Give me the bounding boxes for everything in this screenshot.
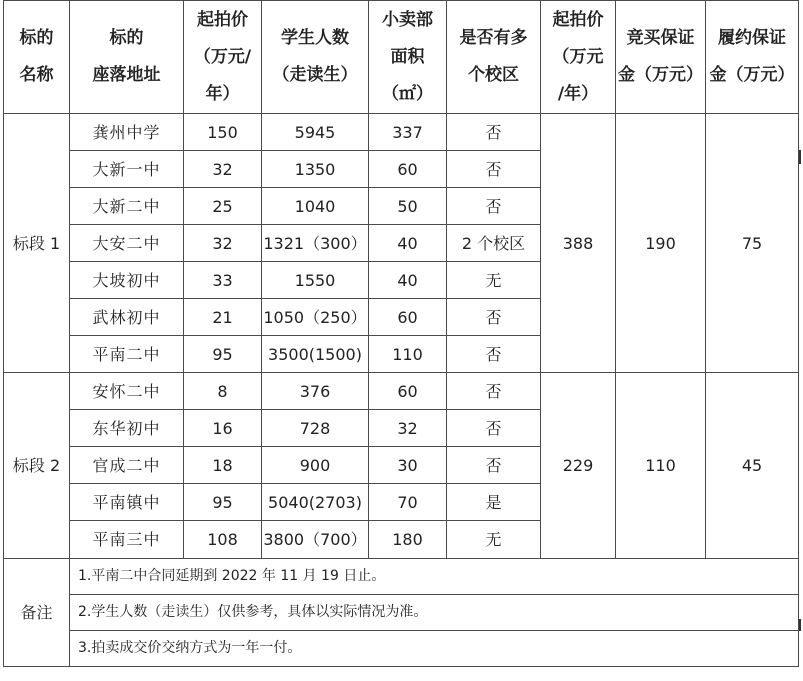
school-name: 大新二中 [70,188,184,225]
school-name: 平南二中 [70,336,184,373]
multi-campus: 否 [447,336,541,373]
school-start-price: 18 [184,447,262,484]
notes-label: 备注 [4,559,70,667]
school-name: 龚州中学 [70,114,184,151]
school-start-price: 32 [184,225,262,262]
table-body [4,114,799,667]
header-line: 起拍价 [197,9,248,30]
note-row [4,559,799,595]
header-line: 起拍价 [552,9,604,30]
shop-area: 337 [369,114,447,151]
header-line: 年） [205,83,240,104]
shop-area: 60 [369,373,447,410]
shop-area: 32 [369,410,447,447]
header-line: 面积 [390,46,425,67]
header-shop-area [369,1,447,114]
multi-campus: 2 个校区 [447,225,541,262]
multi-campus: 否 [447,410,541,447]
header-lot-name [4,1,70,114]
note-item: 2.学生人数（走读生）仅供参考，具体以实际情况为准。 [70,595,799,631]
shop-area: 180 [369,521,447,559]
note-item: 3.拍卖成交价交纳方式为一年一付。 [70,631,799,667]
student-count: 900 [262,447,369,484]
header-address [70,1,184,114]
shop-area: 70 [369,484,447,521]
school-name: 安怀二中 [70,373,184,410]
lot-name: 标段 1 [4,114,70,373]
header-row [4,1,799,114]
header-line: 标的 [19,28,54,48]
student-count: 376 [262,373,369,410]
note-row [4,631,799,667]
lot-name: 标段 2 [4,373,70,559]
header-line: /年） [557,83,599,104]
school-start-price: 32 [184,151,262,188]
multi-campus: 否 [447,188,541,225]
school-name: 平南三中 [70,521,184,559]
multi-campus: 是 [447,484,541,521]
header-line: 学生人数 [281,28,349,48]
lot-start-price: 388 [541,114,616,373]
header-line: （万元 [552,46,604,67]
school-name: 武林初中 [70,299,184,336]
performance-deposit: 75 [706,114,799,373]
header-line: 是否有多 [459,28,528,48]
student-count: 728 [262,410,369,447]
header-line: 标的 [109,28,144,48]
multi-campus: 否 [447,151,541,188]
school-start-price: 108 [184,521,262,559]
shop-area: 60 [369,299,447,336]
header-line: 履约保证 [718,28,786,48]
student-count: 1550 [262,262,369,299]
header-performance-deposit [706,1,799,114]
student-count: 5945 [262,114,369,151]
shop-area: 40 [369,225,447,262]
school-name: 大坡初中 [70,262,184,299]
school-start-price: 150 [184,114,262,151]
bid-lots-table [3,0,799,667]
multi-campus: 无 [447,521,541,559]
student-count: 3800（700） [262,521,369,559]
header-multi-campus [447,1,541,114]
header-lot-start-price [541,1,616,114]
school-name: 大安二中 [70,225,184,262]
header-line: 个校区 [468,65,519,85]
student-count: 1050（250） [262,299,369,336]
edge-mark [799,150,801,164]
school-start-price: 95 [184,484,262,521]
student-count: 3500(1500) [262,336,369,373]
header-line: 竞买保证 [626,28,695,48]
multi-campus: 否 [447,114,541,151]
multi-campus: 否 [447,373,541,410]
performance-deposit: 45 [706,373,799,559]
header-students [262,1,369,114]
header-line: （走读生） [272,65,358,85]
header-line: 名称 [19,65,54,85]
school-name: 大新一中 [70,151,184,188]
school-start-price: 33 [184,262,262,299]
note-item: 1.平南二中合同延期到 2022 年 11 月 19 日止。 [70,559,799,595]
header-school-start-price [184,1,262,114]
school-start-price: 95 [184,336,262,373]
note-row [4,595,799,631]
header-line: 金（万元） [709,65,795,85]
table-row [4,114,799,151]
shop-area: 40 [369,262,447,299]
bid-deposit: 190 [616,114,706,373]
edge-mark [799,619,801,631]
bid-deposit: 110 [616,373,706,559]
student-count: 5040(2703) [262,484,369,521]
school-start-price: 21 [184,299,262,336]
school-name: 官成二中 [70,447,184,484]
school-start-price: 8 [184,373,262,410]
school-name: 平南镇中 [70,484,184,521]
header-line: （万元/ [193,46,252,67]
header-line: 座落地址 [92,65,161,85]
multi-campus: 无 [447,262,541,299]
header-line: （㎡） [382,83,433,104]
student-count: 1040 [262,188,369,225]
shop-area: 60 [369,151,447,188]
header-line: 小卖部 [382,9,433,30]
lot-start-price: 229 [541,373,616,559]
header-bid-deposit [616,1,706,114]
student-count: 1321（300） [262,225,369,262]
multi-campus: 否 [447,447,541,484]
shop-area: 110 [369,336,447,373]
school-name: 东华初中 [70,410,184,447]
student-count: 1350 [262,151,369,188]
table-row [4,373,799,410]
shop-area: 50 [369,188,447,225]
shop-area: 30 [369,447,447,484]
school-start-price: 16 [184,410,262,447]
header-line: 金（万元） [618,65,703,85]
school-start-price: 25 [184,188,262,225]
multi-campus: 否 [447,299,541,336]
